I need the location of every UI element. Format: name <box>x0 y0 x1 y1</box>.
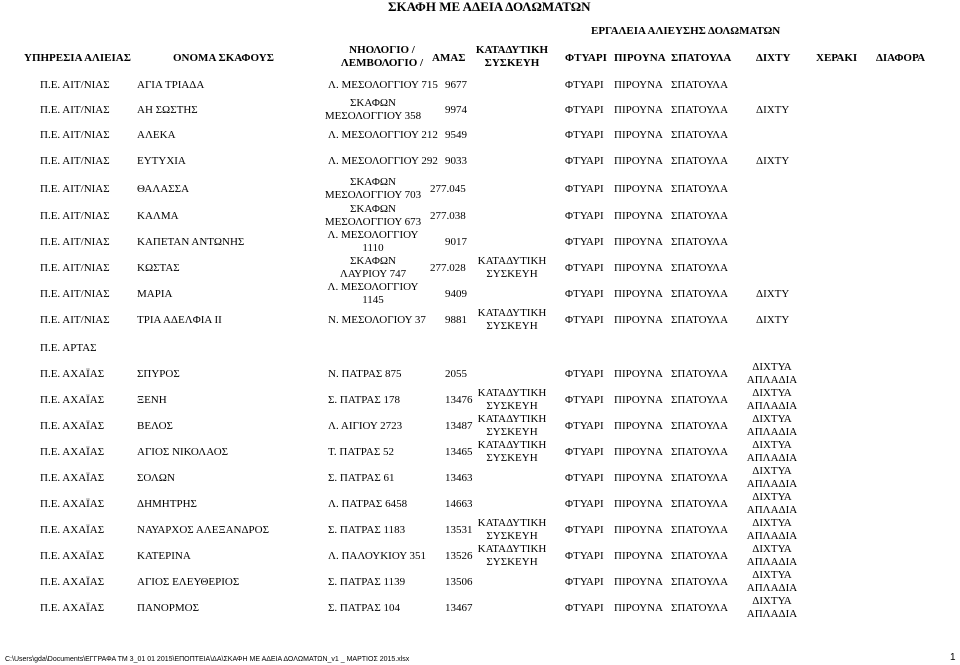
vessel-name-cell: ΞΕΝΗ <box>137 394 167 406</box>
net-cell-line2: ΑΠΛΑΔΙΑ <box>746 582 798 594</box>
ftyari-cell: ΦΤΥΑΡΙ <box>565 368 604 380</box>
registry-cell-line2: ΜΕΣΟΛΟΓΓΙΟΥ 673 <box>324 216 422 228</box>
registry-cell-line2: 1145 <box>362 294 384 306</box>
pirouna-cell: ΠΙΡΟΥΝΑ <box>614 368 663 380</box>
registry-cell <box>318 255 428 281</box>
amas-cell: 13526 <box>445 550 473 562</box>
registry-cell-line2: ΜΕΣΟΛΟΓΓΙΟΥ 358 <box>324 110 422 122</box>
net-cell-line2: ΑΠΛΑΔΙΑ <box>746 478 798 490</box>
registry-cell: Τ. ΠΑΤΡΑΣ 52 <box>328 446 395 458</box>
diving-device-cell-line2: ΣΥΣΚΕΥΗ <box>486 400 538 412</box>
diving-device-cell-line1: ΚΑΤΑΔΥΤΙΚΗ <box>477 387 547 399</box>
net-cell-line2: ΑΠΛΑΔΙΑ <box>746 504 798 516</box>
net-cell: ΔΙΧΤΥ <box>756 314 790 326</box>
ftyari-cell: ΦΤΥΑΡΙ <box>565 104 604 116</box>
service-cell: Π.Ε. ΑΧΑΪΑΣ <box>40 368 105 380</box>
amas-cell: 2055 <box>445 368 467 380</box>
diving-device-cell-line1: ΚΑΤΑΔΥΤΙΚΗ <box>477 255 547 267</box>
tools-group-header: ΕΡΓΑΛΕΙΑ ΑΛΙΕΥΣΗΣ ΔΟΛΩΜΑΤΩΝ <box>591 25 781 37</box>
service-cell: Π.Ε. ΑΧΑΪΑΣ <box>40 394 105 406</box>
pirouna-cell: ΠΙΡΟΥΝΑ <box>614 420 663 432</box>
net-cell <box>740 439 804 465</box>
pirouna-cell: ΠΙΡΟΥΝΑ <box>614 472 663 484</box>
col-header-amas: ΑΜΑΣ <box>432 52 466 64</box>
registry-cell: Σ. ΠΑΤΡΑΣ 104 <box>328 602 401 614</box>
spatoula-cell: ΣΠΑΤΟΥΛΑ <box>671 262 729 274</box>
ftyari-cell: ΦΤΥΑΡΙ <box>565 472 604 484</box>
service-cell: Π.Ε. ΑΧΑΪΑΣ <box>40 602 105 614</box>
ftyari-cell: ΦΤΥΑΡΙ <box>565 602 604 614</box>
net-cell <box>740 491 804 517</box>
ftyari-cell: ΦΤΥΑΡΙ <box>565 576 604 588</box>
col-header-service: ΥΠΗΡΕΣΙΑ ΑΛΙΕΙΑΣ <box>24 52 131 64</box>
vessel-name-cell: ΚΩΣΤΑΣ <box>137 262 180 274</box>
net-cell-line1: ΔΙΧΤΥΑ <box>752 413 792 425</box>
registry-cell: Λ. ΠΑΛΟΥΚΙΟΥ 351 <box>328 550 427 562</box>
ftyari-cell: ΦΤΥΑΡΙ <box>565 129 604 141</box>
page-number: 1 <box>950 652 956 663</box>
net-cell-line1: ΔΙΧΤΥΑ <box>752 517 792 529</box>
vessel-name-cell: ΣΟΛΩΝ <box>137 472 175 484</box>
pirouna-cell: ΠΙΡΟΥΝΑ <box>614 498 663 510</box>
diving-device-cell-line2: ΣΥΣΚΕΥΗ <box>486 530 538 542</box>
col-header-diafora: ΔΙΑΦΟΡΑ <box>876 52 926 64</box>
registry-cell <box>318 281 428 307</box>
spatoula-cell: ΣΠΑΤΟΥΛΑ <box>671 314 729 326</box>
service-cell: Π.Ε. ΑΧΑΪΑΣ <box>40 446 105 458</box>
diving-device-cell-line2: ΣΥΣΚΕΥΗ <box>486 556 538 568</box>
vessel-name-cell: ΑΗ ΣΩΣΤΗΣ <box>137 104 198 116</box>
registry-cell-line2: 1110 <box>362 242 384 254</box>
net-cell-line2: ΑΠΛΑΔΙΑ <box>746 556 798 568</box>
vessel-name-cell: ΕΥΤΥΧΙΑ <box>137 155 186 167</box>
col-header-port <box>322 44 442 70</box>
spatoula-cell: ΣΠΑΤΟΥΛΑ <box>671 550 729 562</box>
ftyari-cell: ΦΤΥΑΡΙ <box>565 236 604 248</box>
amas-cell: 9881 <box>445 314 467 326</box>
service-cell: Π.Ε. ΑΙΤ/ΝΙΑΣ <box>40 262 110 274</box>
diving-device-cell <box>470 413 554 439</box>
service-cell: Π.Ε. ΑΧΑΪΑΣ <box>40 472 105 484</box>
pirouna-cell: ΠΙΡΟΥΝΑ <box>614 262 663 274</box>
amas-cell: 9409 <box>445 288 467 300</box>
net-cell-line2: ΑΠΛΑΔΙΑ <box>746 374 798 386</box>
service-cell: Π.Ε. ΑΙΤ/ΝΙΑΣ <box>40 288 110 300</box>
vessel-name-cell: ΘΑΛΑΣΣΑ <box>137 183 190 195</box>
net-cell-line1: ΔΙΧΤΥΑ <box>752 543 792 555</box>
amas-cell: 9549 <box>445 129 467 141</box>
net-cell <box>740 387 804 413</box>
net-cell-line1: ΔΙΧΤΥΑ <box>752 387 792 399</box>
col-header-kat-line1: ΚΑΤΑΔΥΤΙΚΗ <box>475 44 549 56</box>
ftyari-cell: ΦΤΥΑΡΙ <box>565 79 604 91</box>
page-title: ΣΚΑΦΗ ΜΕ ΑΔΕΙΑ ΔΟΛΩΜΑΤΩΝ <box>388 0 591 14</box>
amas-cell: 13463 <box>445 472 473 484</box>
net-cell <box>740 595 804 621</box>
net-cell-line1: ΔΙΧΤΥΑ <box>752 569 792 581</box>
col-header-keraki: ΧΕΡΑΚΙ <box>816 52 858 64</box>
net-cell <box>740 543 804 569</box>
amas-cell: 9033 <box>445 155 467 167</box>
service-cell: Π.Ε. ΑΡΤΑΣ <box>40 342 97 354</box>
col-header-port-line1: ΝΗΟΛΟΓΙΟ / <box>349 44 415 56</box>
col-header-pirouna: ΠΙΡΟΥΝΑ <box>614 52 666 64</box>
registry-cell: Ν. ΠΑΤΡΑΣ 875 <box>328 368 402 380</box>
col-header-port-line2: ΛΕΜΒΟΛΟΓΙΟ / <box>340 57 424 69</box>
net-cell-line2: ΑΠΛΑΔΙΑ <box>746 400 798 412</box>
spatoula-cell: ΣΠΑΤΟΥΛΑ <box>671 472 729 484</box>
pirouna-cell: ΠΙΡΟΥΝΑ <box>614 79 663 91</box>
registry-cell: Λ. ΜΕΣΟΛΟΓΓΙΟΥ 715 <box>328 79 438 91</box>
amas-cell: 13506 <box>445 576 473 588</box>
net-cell: ΔΙΧΤΥ <box>756 155 790 167</box>
net-cell-line1: ΔΙΧΤΥΑ <box>752 465 792 477</box>
net-cell-line2: ΑΠΛΑΔΙΑ <box>746 426 798 438</box>
spatoula-cell: ΣΠΑΤΟΥΛΑ <box>671 288 729 300</box>
amas-cell: 13476 <box>445 394 473 406</box>
diving-device-cell-line1: ΚΑΤΑΔΥΤΙΚΗ <box>477 543 547 555</box>
vessel-name-cell: ΝΑΥΑΡΧΟΣ ΑΛΕΞΑΝΔΡΟΣ <box>137 524 269 536</box>
diving-device-cell-line2: ΣΥΣΚΕΥΗ <box>486 320 538 332</box>
pirouna-cell: ΠΙΡΟΥΝΑ <box>614 394 663 406</box>
registry-cell <box>318 203 428 229</box>
registry-cell-line1: Λ. ΜΕΣΟΛΟΓΓΙΟΥ <box>327 281 419 293</box>
diving-device-cell-line1: ΚΑΤΑΔΥΤΙΚΗ <box>477 439 547 451</box>
pirouna-cell: ΠΙΡΟΥΝΑ <box>614 129 663 141</box>
vessel-name-cell: ΚΑΠΕΤΑΝ ΑΝΤΩΝΗΣ <box>137 236 245 248</box>
net-cell-line2: ΑΠΛΑΔΙΑ <box>746 530 798 542</box>
spatoula-cell: ΣΠΑΤΟΥΛΑ <box>671 104 729 116</box>
service-cell: Π.Ε. ΑΧΑΪΑΣ <box>40 550 105 562</box>
registry-cell-line1: ΣΚΑΦΩΝ <box>350 255 396 267</box>
registry-cell-line1: ΣΚΑΦΩΝ <box>350 176 396 188</box>
diving-device-cell-line2: ΣΥΣΚΕΥΗ <box>486 452 538 464</box>
amas-cell: 13465 <box>445 446 473 458</box>
spatoula-cell: ΣΠΑΤΟΥΛΑ <box>671 183 729 195</box>
pirouna-cell: ΠΙΡΟΥΝΑ <box>614 576 663 588</box>
spatoula-cell: ΣΠΑΤΟΥΛΑ <box>671 236 729 248</box>
diving-device-cell-line1: ΚΑΤΑΔΥΤΙΚΗ <box>477 517 547 529</box>
amas-cell: 14663 <box>445 498 473 510</box>
service-cell: Π.Ε. ΑΙΤ/ΝΙΑΣ <box>40 210 110 222</box>
service-cell: Π.Ε. ΑΙΤ/ΝΙΑΣ <box>40 129 110 141</box>
ftyari-cell: ΦΤΥΑΡΙ <box>565 524 604 536</box>
spatoula-cell: ΣΠΑΤΟΥΛΑ <box>671 602 729 614</box>
net-cell-line1: ΔΙΧΤΥΑ <box>752 491 792 503</box>
diving-device-cell <box>470 543 554 569</box>
amas-cell: 277.028 <box>430 262 466 274</box>
registry-cell: Σ. ΠΑΤΡΑΣ 1183 <box>328 524 406 536</box>
amas-cell: 9017 <box>445 236 467 248</box>
pirouna-cell: ΠΙΡΟΥΝΑ <box>614 210 663 222</box>
ftyari-cell: ΦΤΥΑΡΙ <box>565 155 604 167</box>
vessel-name-cell: ΔΗΜΗΤΡΗΣ <box>137 498 197 510</box>
net-cell-line2: ΑΠΛΑΔΙΑ <box>746 608 798 620</box>
spatoula-cell: ΣΠΑΤΟΥΛΑ <box>671 446 729 458</box>
pirouna-cell: ΠΙΡΟΥΝΑ <box>614 524 663 536</box>
registry-cell-line2: ΛΑΥΡΙΟΥ 747 <box>339 268 407 280</box>
spatoula-cell: ΣΠΑΤΟΥΛΑ <box>671 368 729 380</box>
pirouna-cell: ΠΙΡΟΥΝΑ <box>614 183 663 195</box>
registry-cell-line1: ΣΚΑΦΩΝ <box>350 203 396 215</box>
net-cell-line1: ΔΙΧΤΥΑ <box>752 439 792 451</box>
registry-cell: Λ. ΠΑΤΡΑΣ 6458 <box>328 498 408 510</box>
service-cell: Π.Ε. ΑΧΑΪΑΣ <box>40 420 105 432</box>
diving-device-cell-line2: ΣΥΣΚΕΥΗ <box>486 426 538 438</box>
registry-cell-line1: ΣΚΑΦΩΝ <box>350 97 396 109</box>
file-path-footer: C:\Users\gda\Documents\ΕΓΓΡΑΦΑ ΤΜ 3_01 01 2015\ΕΠΟΠΤΕΙΑ\ΔΑ\ΣΚΑΦΗ ΜΕ ΑΔΕΙΑ ΔΟΛΩΜΑΤΩΝ_v1 _ ΜΑΡΤΙΟΣ 2015.xlsx <box>5 656 410 663</box>
vessel-name-cell: ΑΓΙΟΣ ΝΙΚΟΛΑΟΣ <box>137 446 229 458</box>
ftyari-cell: ΦΤΥΑΡΙ <box>565 262 604 274</box>
amas-cell: 277.045 <box>430 183 466 195</box>
net-cell <box>740 361 804 387</box>
col-header-kat <box>470 44 554 70</box>
net-cell-line1: ΔΙΧΤΥΑ <box>752 361 792 373</box>
vessel-name-cell: ΤΡΙΑ ΑΔΕΛΦΙΑ ΙΙ <box>137 314 222 326</box>
amas-cell: 13531 <box>445 524 473 536</box>
diving-device-cell-line1: ΚΑΤΑΔΥΤΙΚΗ <box>477 307 547 319</box>
spatoula-cell: ΣΠΑΤΟΥΛΑ <box>671 498 729 510</box>
vessel-name-cell: ΑΓΙΑ ΤΡΙΑΔΑ <box>137 79 205 91</box>
pirouna-cell: ΠΙΡΟΥΝΑ <box>614 550 663 562</box>
pirouna-cell: ΠΙΡΟΥΝΑ <box>614 446 663 458</box>
diving-device-cell <box>470 255 554 281</box>
service-cell: Π.Ε. ΑΙΤ/ΝΙΑΣ <box>40 314 110 326</box>
service-cell: Π.Ε. ΑΧΑΪΑΣ <box>40 498 105 510</box>
col-header-ftyari: ΦΤΥΑΡΙ <box>565 52 607 64</box>
pirouna-cell: ΠΙΡΟΥΝΑ <box>614 314 663 326</box>
vessel-name-cell: ΑΓΙΟΣ ΕΛΕΥΘΕΡΙΟΣ <box>137 576 240 588</box>
registry-cell: Σ. ΠΑΤΡΑΣ 1139 <box>328 576 406 588</box>
registry-cell <box>318 97 428 123</box>
pirouna-cell: ΠΙΡΟΥΝΑ <box>614 155 663 167</box>
vessel-name-cell: ΚΑΤΕΡΙΝΑ <box>137 550 191 562</box>
diving-device-cell <box>470 517 554 543</box>
service-cell: Π.Ε. ΑΙΤ/ΝΙΑΣ <box>40 183 110 195</box>
spatoula-cell: ΣΠΑΤΟΥΛΑ <box>671 155 729 167</box>
registry-cell: Σ. ΠΑΤΡΑΣ 61 <box>328 472 395 484</box>
vessel-name-cell: ΑΛΕΚΑ <box>137 129 176 141</box>
col-header-kat-line2: ΣΥΣΚΕΥΗ <box>484 57 540 69</box>
ftyari-cell: ΦΤΥΑΡΙ <box>565 446 604 458</box>
ftyari-cell: ΦΤΥΑΡΙ <box>565 498 604 510</box>
ftyari-cell: ΦΤΥΑΡΙ <box>565 210 604 222</box>
registry-cell: Λ. ΜΕΣΟΛΟΓΓΙΟΥ 212 <box>328 129 438 141</box>
registry-cell <box>318 229 428 255</box>
vessel-name-cell: ΠΑΝΟΡΜΟΣ <box>137 602 200 614</box>
diving-device-cell-line1: ΚΑΤΑΔΥΤΙΚΗ <box>477 413 547 425</box>
amas-cell: 9677 <box>445 79 467 91</box>
spatoula-cell: ΣΠΑΤΟΥΛΑ <box>671 524 729 536</box>
vessel-name-cell: ΣΠΥΡΟΣ <box>137 368 180 380</box>
net-cell: ΔΙΧΤΥ <box>756 288 790 300</box>
ftyari-cell: ΦΤΥΑΡΙ <box>565 550 604 562</box>
diving-device-cell <box>470 307 554 333</box>
net-cell <box>740 517 804 543</box>
ftyari-cell: ΦΤΥΑΡΙ <box>565 314 604 326</box>
amas-cell: 277.038 <box>430 210 466 222</box>
net-cell-line1: ΔΙΧΤΥΑ <box>752 595 792 607</box>
net-cell <box>740 465 804 491</box>
amas-cell: 13487 <box>445 420 473 432</box>
registry-cell <box>318 176 428 202</box>
ftyari-cell: ΦΤΥΑΡΙ <box>565 394 604 406</box>
net-cell <box>740 569 804 595</box>
spatoula-cell: ΣΠΑΤΟΥΛΑ <box>671 210 729 222</box>
diving-device-cell <box>470 387 554 413</box>
net-cell: ΔΙΧΤΥ <box>756 104 790 116</box>
service-cell: Π.Ε. ΑΧΑΪΑΣ <box>40 524 105 536</box>
registry-cell: Λ. ΑΙΓΙΟΥ 2723 <box>328 420 403 432</box>
registry-cell-line1: Λ. ΜΕΣΟΛΟΓΓΙΟΥ <box>327 229 419 241</box>
diving-device-cell <box>470 439 554 465</box>
ftyari-cell: ΦΤΥΑΡΙ <box>565 288 604 300</box>
diving-device-cell-line2: ΣΥΣΚΕΥΗ <box>486 268 538 280</box>
registry-cell: Λ. ΜΕΣΟΛΟΓΓΙΟΥ 292 <box>328 155 438 167</box>
net-cell-line2: ΑΠΛΑΔΙΑ <box>746 452 798 464</box>
registry-cell: Σ. ΠΑΤΡΑΣ 178 <box>328 394 401 406</box>
spatoula-cell: ΣΠΑΤΟΥΛΑ <box>671 394 729 406</box>
spatoula-cell: ΣΠΑΤΟΥΛΑ <box>671 576 729 588</box>
ftyari-cell: ΦΤΥΑΡΙ <box>565 420 604 432</box>
pirouna-cell: ΠΙΡΟΥΝΑ <box>614 236 663 248</box>
registry-cell-line2: ΜΕΣΟΛΟΓΓΙΟΥ 703 <box>324 189 422 201</box>
pirouna-cell: ΠΙΡΟΥΝΑ <box>614 288 663 300</box>
ftyari-cell: ΦΤΥΑΡΙ <box>565 183 604 195</box>
col-header-spatoula: ΣΠΑΤΟΥΛΑ <box>671 52 732 64</box>
vessel-name-cell: ΚΑΛΜΑ <box>137 210 179 222</box>
service-cell: Π.Ε. ΑΧΑΪΑΣ <box>40 576 105 588</box>
amas-cell: 9974 <box>445 104 467 116</box>
registry-cell: Ν. ΜΕΣΟΛΟΓΙΟΥ 37 <box>328 314 426 326</box>
spatoula-cell: ΣΠΑΤΟΥΛΑ <box>671 420 729 432</box>
vessel-name-cell: ΒΕΛΟΣ <box>137 420 173 432</box>
service-cell: Π.Ε. ΑΙΤ/ΝΙΑΣ <box>40 79 110 91</box>
pirouna-cell: ΠΙΡΟΥΝΑ <box>614 602 663 614</box>
net-cell <box>740 413 804 439</box>
pirouna-cell: ΠΙΡΟΥΝΑ <box>614 104 663 116</box>
spatoula-cell: ΣΠΑΤΟΥΛΑ <box>671 129 729 141</box>
col-header-vessel: ΟΝΟΜΑ ΣΚΑΦΟΥΣ <box>173 52 274 64</box>
service-cell: Π.Ε. ΑΙΤ/ΝΙΑΣ <box>40 236 110 248</box>
service-cell: Π.Ε. ΑΙΤ/ΝΙΑΣ <box>40 104 110 116</box>
vessel-name-cell: ΜΑΡΙΑ <box>137 288 173 300</box>
col-header-dixty: ΔΙΧΤΥ <box>756 52 791 64</box>
spatoula-cell: ΣΠΑΤΟΥΛΑ <box>671 79 729 91</box>
service-cell: Π.Ε. ΑΙΤ/ΝΙΑΣ <box>40 155 110 167</box>
amas-cell: 13467 <box>445 602 473 614</box>
